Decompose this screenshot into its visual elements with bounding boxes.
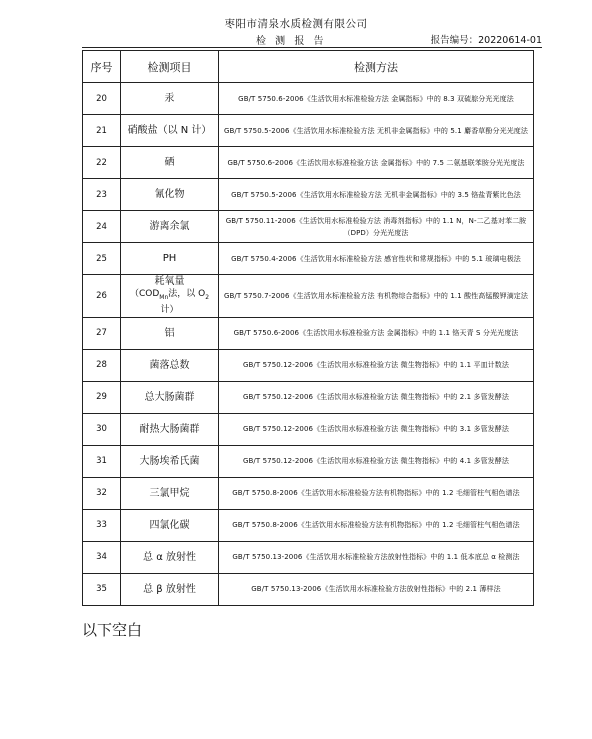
test-method: GB/T 5750.13-2006《生活饮用水标准检验方法放射性指标》中的 1.1 低本底总 α 检测法 [219, 541, 534, 573]
table-row [83, 413, 534, 445]
test-method: GB/T 5750.11-2006《生活饮用水标准检验方法 消毒剂指标》中的 1.1 N，N-二乙基对苯二胺（DPD）分光光度法 [219, 211, 534, 243]
test-method: GB/T 5750.8-2006《生活饮用水标准检验方法有机物指标》中的 1.2 毛细管柱气相色谱法 [219, 509, 534, 541]
table-row [83, 573, 534, 605]
test-item-qualifier-part: 法，以 O [168, 289, 206, 299]
test-item: 耐热大肠菌群 [121, 413, 219, 445]
row-number: 27 [83, 317, 121, 349]
table-row [83, 317, 534, 349]
test-method: GB/T 5750.12-2006《生活饮用水标准检验方法 微生物指标》中的 4.1 多管发酵法 [219, 445, 534, 477]
table-row [83, 541, 534, 573]
test-item [121, 275, 219, 318]
row-number: 23 [83, 179, 121, 211]
test-method: GB/T 5750.13-2006《生活饮用水标准检验方法放射性指标》中的 2.1 薄样法 [219, 573, 534, 605]
test-method: GB/T 5750.5-2006《生活饮用水标准检验方法 无机非金属指标》中的 5.1 麝香草酚分光光度法 [219, 115, 534, 147]
column-header-no: 序号 [83, 51, 121, 83]
table-row [83, 349, 534, 381]
company-name: 枣阳市清泉水质检测有限公司 [224, 18, 368, 30]
test-item: 硝酸盐（以 N 计） [121, 115, 219, 147]
column-header-method: 检测方法 [219, 51, 534, 83]
test-method: GB/T 5750.5-2006《生活饮用水标准检验方法 无机非金属指标》中的 3.5 铬盐青紫比色法 [219, 179, 534, 211]
test-item: 总 β 放射性 [121, 573, 219, 605]
table-row [83, 243, 534, 275]
test-method: GB/T 5750.12-2006《生活饮用水标准检验方法 微生物指标》中的 1.1 平皿计数法 [219, 349, 534, 381]
test-method: GB/T 5750.6-2006《生活饮用水标准检验方法 金属指标》中的 7.5 二氨基联苯胺分光光度法 [219, 147, 534, 179]
test-method: GB/T 5750.6-2006《生活饮用水标准检验方法 金属指标》中的 8.3 双硫腙分光光度法 [219, 83, 534, 115]
test-method: GB/T 5750.12-2006《生活饮用水标准检验方法 微生物指标》中的 2.1 多管发酵法 [219, 381, 534, 413]
test-item: 三氯甲烷 [121, 477, 219, 509]
test-item: 铝 [121, 317, 219, 349]
test-item-qualifier-part: （COD [129, 289, 160, 299]
table-header-row [83, 51, 534, 83]
test-item-qualifier-part: 2 [205, 293, 210, 301]
row-number: 30 [83, 413, 121, 445]
test-method: GB/T 5750.6-2006《生活饮用水标准检验方法 金属指标》中的 1.1 铬天青 S 分光光度法 [219, 317, 534, 349]
test-method: GB/T 5750.12-2006《生活饮用水标准检验方法 微生物指标》中的 3.1 多管发酵法 [219, 413, 534, 445]
table-row [83, 445, 534, 477]
test-item: 汞 [121, 83, 219, 115]
table-row [83, 275, 534, 318]
row-number: 32 [83, 477, 121, 509]
report-subheader [82, 31, 542, 48]
test-item: 菌落总数 [121, 349, 219, 381]
row-number: 20 [83, 83, 121, 115]
blank-below-note: 以下空白 [82, 621, 143, 639]
test-item: 游离余氯 [121, 211, 219, 243]
row-number: 33 [83, 509, 121, 541]
table-row [83, 115, 534, 147]
row-number: 29 [83, 381, 121, 413]
test-item: 大肠埃希氏菌 [121, 445, 219, 477]
row-number: 28 [83, 349, 121, 381]
row-number: 22 [83, 147, 121, 179]
test-item: 硒 [121, 147, 219, 179]
row-number: 24 [83, 211, 121, 243]
row-number: 35 [83, 573, 121, 605]
test-item-qualifier-part: Mn [159, 293, 169, 301]
test-item-qualifier [123, 288, 216, 317]
column-header-item: 检测项目 [121, 51, 219, 83]
row-number: 31 [83, 445, 121, 477]
row-number: 25 [83, 243, 121, 275]
test-item: PH [121, 243, 219, 275]
table-row [83, 83, 534, 115]
report-number: 报告编号：20220614-01 [430, 35, 542, 46]
table-row [83, 179, 534, 211]
test-item-name: 耗氧量 [154, 276, 185, 287]
test-method-table [82, 50, 534, 606]
table-row [83, 147, 534, 179]
document-title: 检 测 报 告 [256, 36, 327, 47]
test-method: GB/T 5750.7-2006《生活饮用水标准检验方法 有机物综合指标》中的 1.1 酸性高锰酸钾滴定法 [219, 275, 534, 318]
test-item: 总大肠菌群 [121, 381, 219, 413]
test-item: 四氯化碳 [121, 509, 219, 541]
table-row [83, 509, 534, 541]
test-item: 总 α 放射性 [121, 541, 219, 573]
row-number: 21 [83, 115, 121, 147]
table-row [83, 477, 534, 509]
row-number: 34 [83, 541, 121, 573]
test-method: GB/T 5750.8-2006《生活饮用水标准检验方法有机物指标》中的 1.2 毛细管柱气相色谱法 [219, 477, 534, 509]
test-method: GB/T 5750.4-2006《生活饮用水标准检验方法 感官性状和常规指标》中的 5.1 玻璃电极法 [219, 243, 534, 275]
table-row [83, 211, 534, 243]
test-item: 氰化物 [121, 179, 219, 211]
row-number: 26 [83, 275, 121, 318]
table-row [83, 381, 534, 413]
test-item-qualifier-part: 计） [160, 304, 179, 315]
